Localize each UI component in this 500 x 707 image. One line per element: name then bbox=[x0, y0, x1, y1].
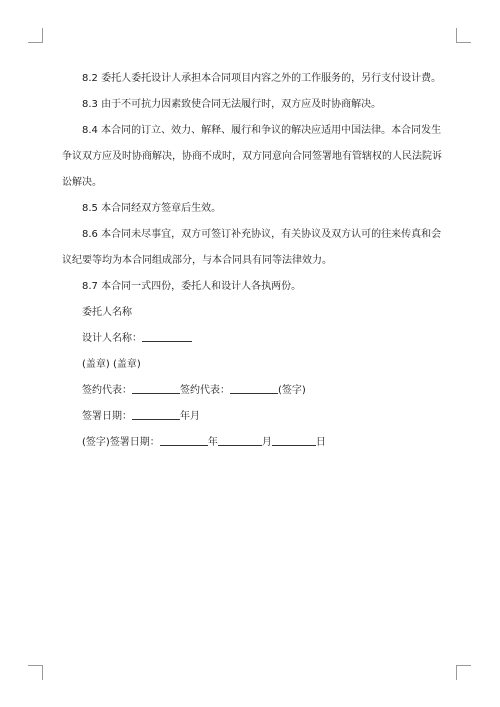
representative-line bbox=[62, 378, 442, 404]
sign-date-blank-1 bbox=[132, 409, 180, 420]
year-label: 年 bbox=[207, 437, 218, 448]
crop-mark-bottom-right bbox=[456, 665, 471, 680]
client-name-label: 委托人名称 bbox=[82, 307, 132, 318]
clause-8-4: 8.4 本合同的订立、效力、解释、履行和争议的解决应适用中国法律。本合同发生争议双方应及时协商解决，协商不成时，双方同意向合同签署地有管辖权的人民法院诉讼解决。 bbox=[62, 125, 442, 188]
month-label: 月 bbox=[261, 437, 272, 448]
month-blank bbox=[218, 435, 262, 446]
crop-mark-bottom-left bbox=[28, 665, 43, 680]
seal-line bbox=[62, 352, 442, 378]
client-name-line bbox=[62, 300, 442, 326]
representative-blank-1 bbox=[132, 383, 180, 394]
day-blank bbox=[272, 435, 316, 446]
crop-mark-top-right bbox=[456, 28, 471, 43]
designer-name-label: 设计人名称： bbox=[82, 333, 142, 344]
seal-labels: (盖章) (盖章) bbox=[82, 359, 141, 370]
sign-suffix: (签字) bbox=[278, 385, 306, 396]
clause-8-3: 8.3 由于不可抗力因素致使合同无法履行时，双方应及时协商解决。 bbox=[82, 99, 382, 110]
document-body bbox=[62, 66, 442, 456]
crop-mark-top-left bbox=[28, 28, 43, 43]
representative-blank-2 bbox=[230, 383, 278, 394]
sign-prefix: (签字) bbox=[82, 437, 110, 448]
year-blank bbox=[160, 435, 208, 446]
sign-date-label-2: 签署日期： bbox=[109, 437, 160, 448]
representative-label-2: 签约代表： bbox=[180, 385, 230, 396]
clause-8-2: 8.2 委托人委托设计人承担本合同项目内容之外的工作服务的，另行支付设计费。 bbox=[82, 73, 442, 84]
clause-8-6: 8.6 本合同未尽事宜，双方可签订补充协议，有关协议及双方认可的往来传真和会议纪要等均为本合同组成部分，与本合同具有同等法律效力。 bbox=[62, 229, 442, 266]
clause-8-7: 8.7 本合同一式四份，委托人和设计人各执两份。 bbox=[82, 281, 302, 292]
sign-date-line-1 bbox=[62, 404, 442, 430]
clause-8-5: 8.5 本合同经双方签章后生效。 bbox=[82, 203, 222, 214]
day-label: 日 bbox=[315, 437, 326, 448]
sign-date-line-2 bbox=[62, 430, 442, 456]
year-month-label: 年月 bbox=[180, 411, 200, 422]
designer-name-blank bbox=[142, 331, 192, 342]
sign-date-label-1: 签署日期： bbox=[82, 411, 132, 422]
designer-name-line bbox=[62, 326, 442, 352]
representative-label-1: 签约代表： bbox=[82, 385, 132, 396]
